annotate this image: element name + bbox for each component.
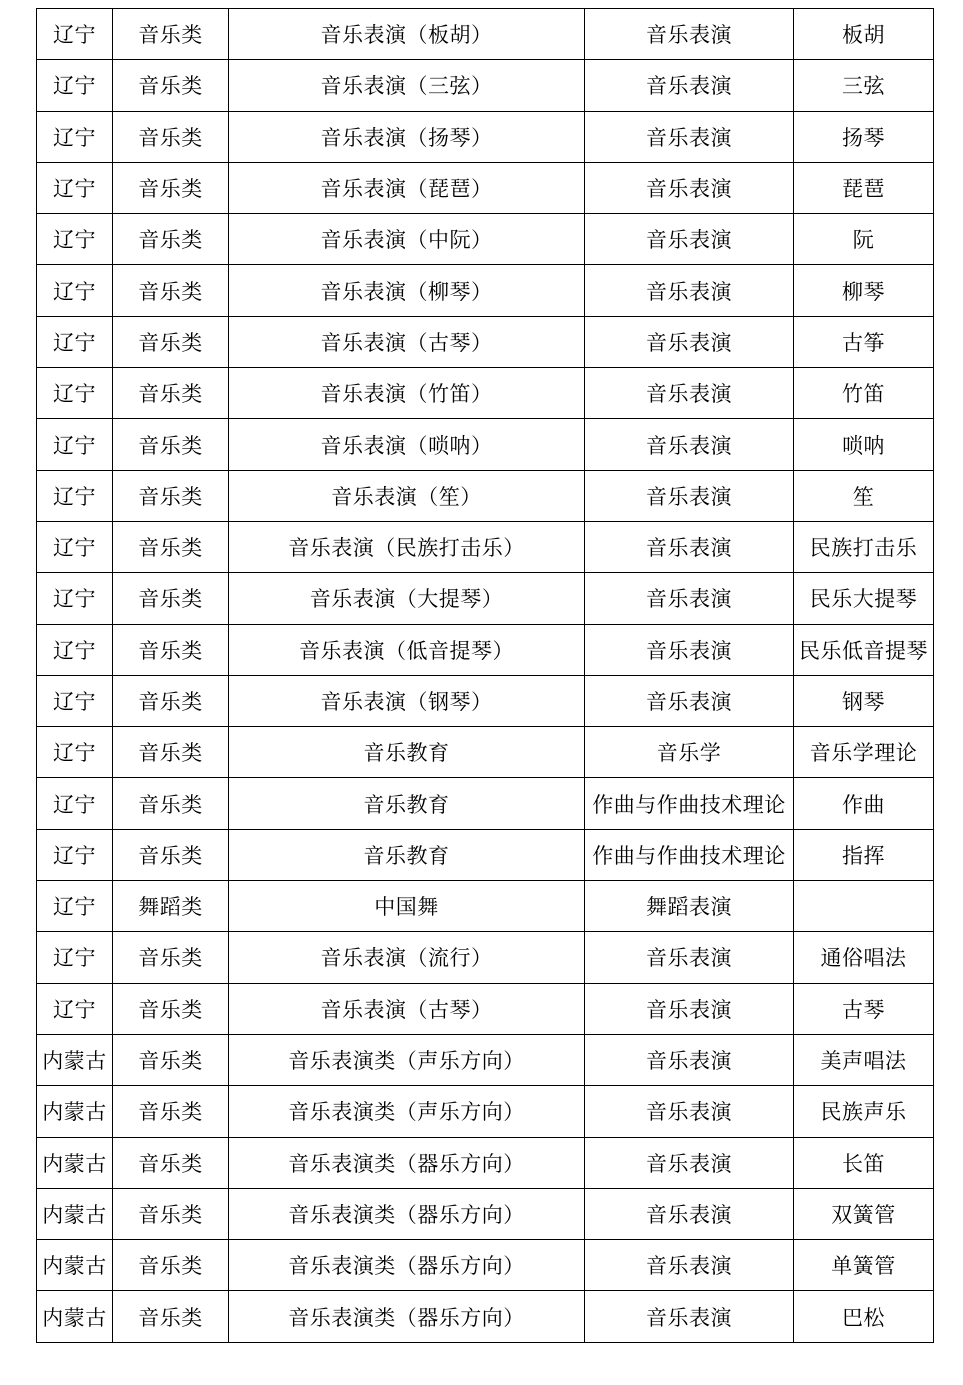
specialty-cell: 民乐低音提琴 bbox=[794, 624, 934, 675]
table-row bbox=[37, 727, 934, 778]
major-cell: 音乐表演类（器乐方向） bbox=[229, 1291, 585, 1342]
province-cell: 辽宁 bbox=[37, 470, 113, 521]
table-row bbox=[37, 521, 934, 572]
specialty-cell: 作曲 bbox=[794, 778, 934, 829]
major-cell: 音乐表演类（声乐方向） bbox=[229, 1086, 585, 1137]
category-cell: 音乐类 bbox=[113, 368, 229, 419]
specialty-cell: 民族打击乐 bbox=[794, 521, 934, 572]
table-row bbox=[37, 778, 934, 829]
exam-category-cell: 音乐表演 bbox=[585, 368, 794, 419]
major-cell: 音乐表演（扬琴） bbox=[229, 111, 585, 162]
exam-category-cell: 音乐表演 bbox=[585, 521, 794, 572]
province-cell: 辽宁 bbox=[37, 932, 113, 983]
major-cell: 音乐表演（唢呐） bbox=[229, 419, 585, 470]
major-cell: 音乐表演（板胡） bbox=[229, 9, 585, 60]
exam-category-cell: 音乐表演 bbox=[585, 1034, 794, 1085]
province-cell: 内蒙古 bbox=[37, 1034, 113, 1085]
major-cell: 中国舞 bbox=[229, 881, 585, 932]
province-cell: 辽宁 bbox=[37, 265, 113, 316]
major-cell: 音乐表演类（器乐方向） bbox=[229, 1137, 585, 1188]
table-row bbox=[37, 419, 934, 470]
specialty-cell bbox=[794, 881, 934, 932]
major-cell: 音乐表演（中阮） bbox=[229, 214, 585, 265]
category-cell: 音乐类 bbox=[113, 932, 229, 983]
category-cell: 音乐类 bbox=[113, 214, 229, 265]
table-row bbox=[37, 214, 934, 265]
major-cell: 音乐表演（流行） bbox=[229, 932, 585, 983]
table-row bbox=[37, 881, 934, 932]
province-cell: 内蒙古 bbox=[37, 1188, 113, 1239]
category-cell: 舞蹈类 bbox=[113, 881, 229, 932]
exam-category-cell: 音乐表演 bbox=[585, 983, 794, 1034]
table-row bbox=[37, 983, 934, 1034]
document-page bbox=[36, 8, 934, 1343]
exam-category-cell: 音乐表演 bbox=[585, 111, 794, 162]
exam-category-cell: 音乐表演 bbox=[585, 1240, 794, 1291]
province-cell: 内蒙古 bbox=[37, 1240, 113, 1291]
exam-category-cell: 音乐表演 bbox=[585, 1188, 794, 1239]
province-cell: 辽宁 bbox=[37, 111, 113, 162]
specialty-cell: 古琴 bbox=[794, 983, 934, 1034]
exam-category-cell: 音乐表演 bbox=[585, 162, 794, 213]
major-cell: 音乐表演（柳琴） bbox=[229, 265, 585, 316]
table-row bbox=[37, 470, 934, 521]
major-cell: 音乐表演类（声乐方向） bbox=[229, 1034, 585, 1085]
category-cell: 音乐类 bbox=[113, 1240, 229, 1291]
major-cell: 音乐表演（大提琴） bbox=[229, 573, 585, 624]
specialty-cell: 单簧管 bbox=[794, 1240, 934, 1291]
table-row bbox=[37, 624, 934, 675]
province-cell: 辽宁 bbox=[37, 521, 113, 572]
major-cell: 音乐表演（钢琴） bbox=[229, 675, 585, 726]
major-cell: 音乐表演（琵琶） bbox=[229, 162, 585, 213]
province-cell: 辽宁 bbox=[37, 778, 113, 829]
province-cell: 辽宁 bbox=[37, 727, 113, 778]
province-cell: 辽宁 bbox=[37, 60, 113, 111]
specialty-cell: 笙 bbox=[794, 470, 934, 521]
category-cell: 音乐类 bbox=[113, 1291, 229, 1342]
category-cell: 音乐类 bbox=[113, 727, 229, 778]
exam-category-cell: 舞蹈表演 bbox=[585, 881, 794, 932]
specialty-cell: 竹笛 bbox=[794, 368, 934, 419]
table-row bbox=[37, 1291, 934, 1342]
exam-category-cell: 音乐表演 bbox=[585, 675, 794, 726]
exam-category-cell: 音乐表演 bbox=[585, 573, 794, 624]
specialty-cell: 钢琴 bbox=[794, 675, 934, 726]
category-cell: 音乐类 bbox=[113, 111, 229, 162]
province-cell: 辽宁 bbox=[37, 214, 113, 265]
category-cell: 音乐类 bbox=[113, 316, 229, 367]
category-cell: 音乐类 bbox=[113, 778, 229, 829]
specialty-cell: 通俗唱法 bbox=[794, 932, 934, 983]
table-row bbox=[37, 111, 934, 162]
province-cell: 内蒙古 bbox=[37, 1086, 113, 1137]
category-cell: 音乐类 bbox=[113, 521, 229, 572]
exam-category-cell: 作曲与作曲技术理论 bbox=[585, 778, 794, 829]
table-row bbox=[37, 1240, 934, 1291]
major-cell: 音乐表演（古琴） bbox=[229, 316, 585, 367]
province-cell: 辽宁 bbox=[37, 983, 113, 1034]
province-cell: 辽宁 bbox=[37, 624, 113, 675]
major-cell: 音乐教育 bbox=[229, 727, 585, 778]
major-table bbox=[36, 8, 934, 1343]
specialty-cell: 民乐大提琴 bbox=[794, 573, 934, 624]
specialty-cell: 三弦 bbox=[794, 60, 934, 111]
exam-category-cell: 音乐表演 bbox=[585, 624, 794, 675]
specialty-cell: 长笛 bbox=[794, 1137, 934, 1188]
table-row bbox=[37, 162, 934, 213]
major-cell: 音乐表演类（器乐方向） bbox=[229, 1188, 585, 1239]
table-row bbox=[37, 368, 934, 419]
table-row bbox=[37, 9, 934, 60]
exam-category-cell: 音乐表演 bbox=[585, 932, 794, 983]
major-cell: 音乐教育 bbox=[229, 778, 585, 829]
province-cell: 辽宁 bbox=[37, 162, 113, 213]
exam-category-cell: 音乐表演 bbox=[585, 1086, 794, 1137]
table-row bbox=[37, 316, 934, 367]
table-row bbox=[37, 1188, 934, 1239]
exam-category-cell: 音乐表演 bbox=[585, 419, 794, 470]
table-row bbox=[37, 573, 934, 624]
major-cell: 音乐表演（低音提琴） bbox=[229, 624, 585, 675]
specialty-cell: 唢呐 bbox=[794, 419, 934, 470]
province-cell: 辽宁 bbox=[37, 573, 113, 624]
major-cell: 音乐表演（竹笛） bbox=[229, 368, 585, 419]
province-cell: 辽宁 bbox=[37, 881, 113, 932]
exam-category-cell: 音乐表演 bbox=[585, 265, 794, 316]
table-row bbox=[37, 1034, 934, 1085]
major-cell: 音乐表演（笙） bbox=[229, 470, 585, 521]
exam-category-cell: 作曲与作曲技术理论 bbox=[585, 829, 794, 880]
table-row bbox=[37, 265, 934, 316]
specialty-cell: 柳琴 bbox=[794, 265, 934, 316]
province-cell: 内蒙古 bbox=[37, 1291, 113, 1342]
category-cell: 音乐类 bbox=[113, 470, 229, 521]
major-cell: 音乐表演（民族打击乐） bbox=[229, 521, 585, 572]
category-cell: 音乐类 bbox=[113, 573, 229, 624]
exam-category-cell: 音乐表演 bbox=[585, 9, 794, 60]
category-cell: 音乐类 bbox=[113, 1034, 229, 1085]
specialty-cell: 琵琶 bbox=[794, 162, 934, 213]
table-row bbox=[37, 60, 934, 111]
specialty-cell: 巴松 bbox=[794, 1291, 934, 1342]
exam-category-cell: 音乐表演 bbox=[585, 470, 794, 521]
exam-category-cell: 音乐表演 bbox=[585, 1291, 794, 1342]
table-row bbox=[37, 1086, 934, 1137]
province-cell: 辽宁 bbox=[37, 316, 113, 367]
specialty-cell: 扬琴 bbox=[794, 111, 934, 162]
specialty-cell: 板胡 bbox=[794, 9, 934, 60]
specialty-cell: 音乐学理论 bbox=[794, 727, 934, 778]
category-cell: 音乐类 bbox=[113, 1188, 229, 1239]
table-row bbox=[37, 932, 934, 983]
specialty-cell: 双簧管 bbox=[794, 1188, 934, 1239]
table-body bbox=[37, 9, 934, 1343]
category-cell: 音乐类 bbox=[113, 1137, 229, 1188]
province-cell: 辽宁 bbox=[37, 419, 113, 470]
major-cell: 音乐表演类（器乐方向） bbox=[229, 1240, 585, 1291]
exam-category-cell: 音乐表演 bbox=[585, 1137, 794, 1188]
province-cell: 辽宁 bbox=[37, 829, 113, 880]
major-cell: 音乐教育 bbox=[229, 829, 585, 880]
province-cell: 辽宁 bbox=[37, 368, 113, 419]
category-cell: 音乐类 bbox=[113, 983, 229, 1034]
category-cell: 音乐类 bbox=[113, 675, 229, 726]
province-cell: 辽宁 bbox=[37, 9, 113, 60]
province-cell: 辽宁 bbox=[37, 675, 113, 726]
table-row bbox=[37, 675, 934, 726]
exam-category-cell: 音乐表演 bbox=[585, 316, 794, 367]
exam-category-cell: 音乐表演 bbox=[585, 214, 794, 265]
category-cell: 音乐类 bbox=[113, 1086, 229, 1137]
specialty-cell: 阮 bbox=[794, 214, 934, 265]
exam-category-cell: 音乐学 bbox=[585, 727, 794, 778]
category-cell: 音乐类 bbox=[113, 829, 229, 880]
category-cell: 音乐类 bbox=[113, 60, 229, 111]
table-row bbox=[37, 1137, 934, 1188]
specialty-cell: 美声唱法 bbox=[794, 1034, 934, 1085]
category-cell: 音乐类 bbox=[113, 624, 229, 675]
category-cell: 音乐类 bbox=[113, 162, 229, 213]
major-cell: 音乐表演（古琴） bbox=[229, 983, 585, 1034]
specialty-cell: 民族声乐 bbox=[794, 1086, 934, 1137]
category-cell: 音乐类 bbox=[113, 9, 229, 60]
specialty-cell: 古筝 bbox=[794, 316, 934, 367]
specialty-cell: 指挥 bbox=[794, 829, 934, 880]
major-cell: 音乐表演（三弦） bbox=[229, 60, 585, 111]
category-cell: 音乐类 bbox=[113, 265, 229, 316]
province-cell: 内蒙古 bbox=[37, 1137, 113, 1188]
exam-category-cell: 音乐表演 bbox=[585, 60, 794, 111]
category-cell: 音乐类 bbox=[113, 419, 229, 470]
table-row bbox=[37, 829, 934, 880]
